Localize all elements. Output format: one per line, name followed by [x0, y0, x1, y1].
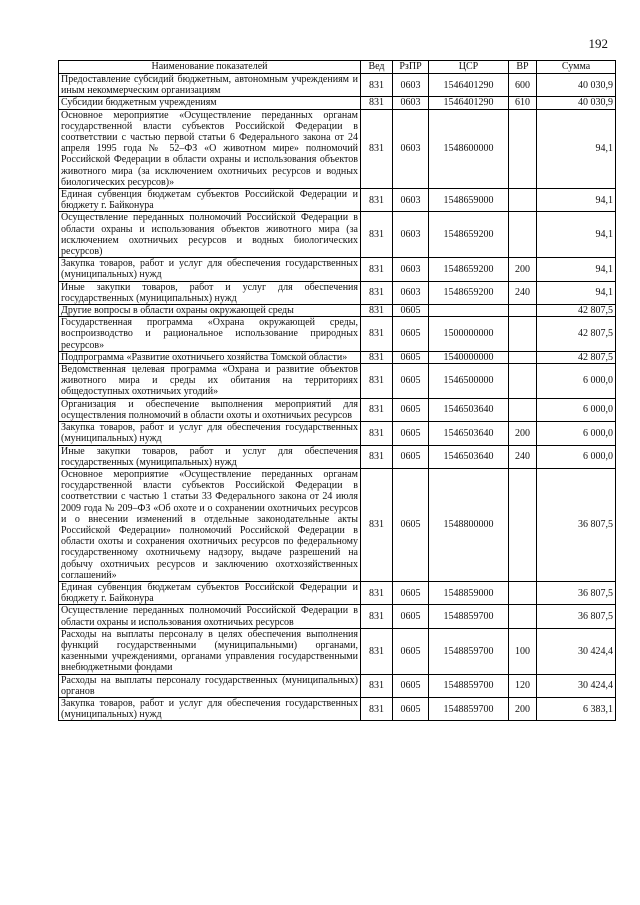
ved-cell: 831 [361, 398, 393, 421]
sum-cell: 6 000,0 [537, 422, 616, 445]
table-row [59, 674, 616, 697]
name-cell: Осуществление переданных полномочий Российской Федерации в области охраны и использования объектов животного мира (за исключением охотничьих ресурсов и водных биологических ресурсов) [59, 212, 361, 258]
name-cell: Ведомственная целевая программа «Охрана и развитие объектов животного мира и среды их обитания на территориях общедоступных охотничьих угодий» [59, 364, 361, 399]
vr-cell: 600 [509, 74, 537, 97]
name-cell: Субсидии бюджетным учреждениям [59, 97, 361, 109]
vr-cell [509, 212, 537, 258]
sum-cell: 42 807,5 [537, 351, 616, 363]
csr-cell: 1540000000 [429, 351, 509, 363]
csr-cell: 1546503640 [429, 422, 509, 445]
vr-cell: 240 [509, 281, 537, 304]
sum-cell: 40 030,9 [537, 74, 616, 97]
table-row [59, 398, 616, 421]
vr-cell: 610 [509, 97, 537, 109]
ved-cell: 831 [361, 628, 393, 674]
ved-cell: 831 [361, 422, 393, 445]
name-cell: Предоставление субсидий бюджетным, автономным учреждениям и иным некоммерческим организациям [59, 74, 361, 97]
table-row [59, 605, 616, 628]
table-row [59, 628, 616, 674]
name-cell: Основное мероприятие «Осуществление переданных органам государственной власти субъектов Российской Федерации в соответствии с частью первой статьи 6 Федерального закона от 24 апреля 1995 года № 52–ФЗ «О животном мире» полномочий Российской Федерации в области охраны и использования объектов животного мира (за исключением охотничьих ресурсов и водных биологических ресурсов)» [59, 109, 361, 188]
csr-cell [429, 305, 509, 317]
table-row [59, 212, 616, 258]
ved-cell: 831 [361, 97, 393, 109]
ved-cell: 831 [361, 697, 393, 720]
table-row [59, 74, 616, 97]
sum-cell: 94,1 [537, 189, 616, 212]
sum-cell: 42 807,5 [537, 305, 616, 317]
ved-cell: 831 [361, 445, 393, 468]
vr-cell [509, 581, 537, 604]
vr-cell: 120 [509, 674, 537, 697]
name-cell: Основное мероприятие «Осуществление переданных органам государственной власти субъектов Российской Федерации в соответствии с частью 1 статьи 33 Федерального закона от 24 июля 2009 года № 209–ФЗ «Об охоте и о сохранении охотничьих ресурсов и о внесении изменений в отдельные законодательные акты Российской Федерации» полномочий Российской Федерации в области охоты и сохранения охотничьих ресурсов по федеральному государственному охотничьему надзору, выдаче разрешений на добычу охотничьих ресурсов и заключению охотхозяйственных соглашений» [59, 468, 361, 581]
ved-cell: 831 [361, 581, 393, 604]
table-row [59, 697, 616, 720]
header-name: Наименование показателей [59, 61, 361, 74]
table-row [59, 351, 616, 363]
header-rzpr: РзПР [393, 61, 429, 74]
csr-cell: 1546503640 [429, 398, 509, 421]
csr-cell: 1546503640 [429, 445, 509, 468]
name-cell: Государственная программа «Охрана окружающей среды, воспроизводство и рациональное использование природных ресурсов» [59, 317, 361, 352]
ved-cell: 831 [361, 605, 393, 628]
name-cell: Единая субвенция бюджетам субъектов Российской Федерации и бюджету г. Байконура [59, 581, 361, 604]
page-number: 192 [588, 36, 608, 51]
header-sum: Сумма [537, 61, 616, 74]
sum-cell: 36 807,5 [537, 468, 616, 581]
table-row [59, 364, 616, 399]
rzpr-cell: 0605 [393, 445, 429, 468]
name-cell: Другие вопросы в области охраны окружающей среды [59, 305, 361, 317]
name-cell: Расходы на выплаты персоналу в целях обеспечения выполнения функций государственными (муниципальными) органами, казенными учреждениями, органами управления государственными внебюджетными фондами [59, 628, 361, 674]
rzpr-cell: 0603 [393, 109, 429, 188]
vr-cell: 200 [509, 697, 537, 720]
rzpr-cell: 0603 [393, 212, 429, 258]
vr-cell [509, 605, 537, 628]
sum-cell: 30 424,4 [537, 674, 616, 697]
csr-cell: 1548859700 [429, 605, 509, 628]
csr-cell: 1500000000 [429, 317, 509, 352]
csr-cell: 1548659200 [429, 281, 509, 304]
vr-cell: 200 [509, 422, 537, 445]
csr-cell: 1546401290 [429, 97, 509, 109]
ved-cell: 831 [361, 674, 393, 697]
csr-cell: 1548600000 [429, 109, 509, 188]
rzpr-cell: 0605 [393, 605, 429, 628]
budget-table [58, 60, 616, 721]
vr-cell [509, 189, 537, 212]
name-cell: Организация и обеспечение выполнения мероприятий для осуществления полномочий в области охоты и охотничьих ресурсов [59, 398, 361, 421]
header-ved: Вед [361, 61, 393, 74]
table-row [59, 422, 616, 445]
rzpr-cell: 0605 [393, 674, 429, 697]
csr-cell: 1548859700 [429, 674, 509, 697]
name-cell: Закупка товаров, работ и услуг для обеспечения государственных (муниципальных) нужд [59, 258, 361, 281]
table-row [59, 317, 616, 352]
rzpr-cell: 0605 [393, 364, 429, 399]
rzpr-cell: 0605 [393, 697, 429, 720]
table-row [59, 97, 616, 109]
table-header-row [59, 61, 616, 74]
rzpr-cell: 0603 [393, 189, 429, 212]
sum-cell: 36 807,5 [537, 605, 616, 628]
rzpr-cell: 0603 [393, 281, 429, 304]
rzpr-cell: 0605 [393, 422, 429, 445]
csr-cell: 1548659000 [429, 189, 509, 212]
sum-cell: 6 000,0 [537, 445, 616, 468]
sum-cell: 40 030,9 [537, 97, 616, 109]
rzpr-cell: 0605 [393, 581, 429, 604]
ved-cell: 831 [361, 468, 393, 581]
vr-cell: 100 [509, 628, 537, 674]
vr-cell [509, 468, 537, 581]
table-row [59, 109, 616, 188]
sum-cell: 94,1 [537, 258, 616, 281]
csr-cell: 1548859700 [429, 628, 509, 674]
rzpr-cell: 0603 [393, 97, 429, 109]
name-cell: Подпрограмма «Развитие охотничьего хозяйства Томской области» [59, 351, 361, 363]
rzpr-cell: 0605 [393, 351, 429, 363]
name-cell: Единая субвенция бюджетам субъектов Российской Федерации и бюджету г. Байконура [59, 189, 361, 212]
vr-cell [509, 351, 537, 363]
name-cell: Расходы на выплаты персоналу государственных (муниципальных) органов [59, 674, 361, 697]
rzpr-cell: 0605 [393, 468, 429, 581]
sum-cell: 36 807,5 [537, 581, 616, 604]
csr-cell: 1548659200 [429, 212, 509, 258]
name-cell: Иные закупки товаров, работ и услуг для обеспечения государственных (муниципальных) нужд [59, 281, 361, 304]
sum-cell: 30 424,4 [537, 628, 616, 674]
rzpr-cell: 0603 [393, 74, 429, 97]
ved-cell: 831 [361, 109, 393, 188]
ved-cell: 831 [361, 189, 393, 212]
vr-cell [509, 364, 537, 399]
rzpr-cell: 0605 [393, 398, 429, 421]
table-body [59, 74, 616, 721]
vr-cell: 240 [509, 445, 537, 468]
ved-cell: 831 [361, 212, 393, 258]
table-row [59, 258, 616, 281]
table-row [59, 468, 616, 581]
rzpr-cell: 0603 [393, 258, 429, 281]
header-vr: ВР [509, 61, 537, 74]
csr-cell: 1548859700 [429, 697, 509, 720]
vr-cell [509, 398, 537, 421]
vr-cell [509, 109, 537, 188]
ved-cell: 831 [361, 317, 393, 352]
sum-cell: 42 807,5 [537, 317, 616, 352]
rzpr-cell: 0605 [393, 305, 429, 317]
header-csr: ЦСР [429, 61, 509, 74]
vr-cell [509, 317, 537, 352]
name-cell: Осуществление переданных полномочий Российской Федерации в области охраны и использования охотничьих ресурсов [59, 605, 361, 628]
sum-cell: 6 000,0 [537, 364, 616, 399]
table-row [59, 281, 616, 304]
ved-cell: 831 [361, 281, 393, 304]
rzpr-cell: 0605 [393, 628, 429, 674]
csr-cell: 1548659200 [429, 258, 509, 281]
csr-cell: 1548800000 [429, 468, 509, 581]
ved-cell: 831 [361, 351, 393, 363]
table-row [59, 189, 616, 212]
table-row [59, 445, 616, 468]
name-cell: Иные закупки товаров, работ и услуг для обеспечения государственных (муниципальных) нужд [59, 445, 361, 468]
name-cell: Закупка товаров, работ и услуг для обеспечения государственных (муниципальных) нужд [59, 697, 361, 720]
rzpr-cell: 0605 [393, 317, 429, 352]
vr-cell: 200 [509, 258, 537, 281]
sum-cell: 94,1 [537, 109, 616, 188]
name-cell: Закупка товаров, работ и услуг для обеспечения государственных (муниципальных) нужд [59, 422, 361, 445]
sum-cell: 94,1 [537, 212, 616, 258]
csr-cell: 1546500000 [429, 364, 509, 399]
vr-cell [509, 305, 537, 317]
ved-cell: 831 [361, 258, 393, 281]
ved-cell: 831 [361, 305, 393, 317]
ved-cell: 831 [361, 74, 393, 97]
sum-cell: 6 383,1 [537, 697, 616, 720]
table-row [59, 581, 616, 604]
sum-cell: 94,1 [537, 281, 616, 304]
table-row [59, 305, 616, 317]
sum-cell: 6 000,0 [537, 398, 616, 421]
csr-cell: 1548859000 [429, 581, 509, 604]
ved-cell: 831 [361, 364, 393, 399]
csr-cell: 1546401290 [429, 74, 509, 97]
